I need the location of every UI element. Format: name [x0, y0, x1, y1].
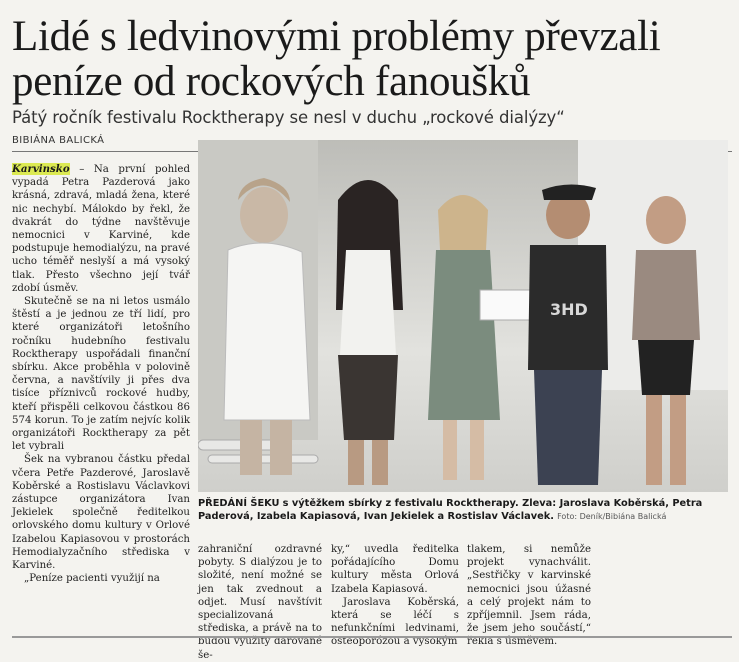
column-2-text: zahraniční ozdravné pobyty. S dialýzou je to složité, není možné se jen tak zvednout a odjet. Musí navštívit specializovaná střediska, a právě na to budou využity darované še- [198, 544, 322, 661]
headline-line-1: Lidé s ledvinovými problémy převzali [12, 13, 661, 60]
column-4-text: tlakem, si nemůže projekt vynachválit. „Sestřičky v karvinské nemocnici jsou úžasné a celý projekt nám to zpříjemnil. Jsem ráda, že jsem jeho součástí,“ řekla s úsměvem. [467, 544, 591, 648]
article-column-4 [467, 543, 591, 649]
paragraph-4: „Peníze pacienti využijí na [24, 573, 160, 585]
bottom-rule [12, 636, 732, 638]
column-3-paragraph-1: ky,“ uvedla ředitelka pořádajícího Domu kultury města Orlová Izabela Kapiasová. [331, 544, 459, 595]
paragraph-1 [12, 163, 190, 295]
article-column-2 [198, 543, 322, 662]
article-photo [198, 140, 728, 492]
photo-illustration [198, 140, 728, 492]
article-column-1 [12, 163, 190, 586]
photo-credit: Foto: Deník/Bibiána Balická [557, 512, 667, 521]
column-3-paragraph-2: Jaroslava Koběrská, která se léčí s nefunkčními ledvinami, osteoporózou a vysokým [331, 596, 459, 648]
article-column-3 [331, 543, 459, 649]
subtitle: Pátý ročník festivalu Rocktherapy se nesl v duchu „rockové dialýzy“ [12, 108, 565, 127]
caption-lead: PŘEDÁNÍ ŠEKU [198, 498, 280, 509]
byline: BIBIÁNA BALICKÁ [12, 135, 105, 146]
paragraph-1-text: – Na první pohled vypadá Petra Pazderová jako krásná, zdravá, mladá žena, které nic nechybí. Málokdo by řekl, že dvakrát do týdne navštěvuje nemocnici v Karviné, kde podstupuje hemodialýzu, na pravé ucho téměř neslyší a má vysoký tlak. Přesto všechno její tvář zdobí úsměv. [12, 164, 190, 294]
shirt-print: 3HD [550, 300, 588, 319]
paragraph-3: Šek na vybranou částku předal včera Petře Pazderové, Jaroslavě Koběrské a Rostislavu Václavkovi zástupce organizátora Ivan Jekielek společně ředitelkou orlovského domu kultury v Orlové Izabelou Kapiasovou v prostorách Hemodialyzačního střediska v Karviné. [12, 454, 190, 572]
paragraph-2: Skutečně se na ni letos usmálo štěstí a je jednou ze tří lidí, pro které organizátoři letošního ročníku hudebního festivalu Rocktherapy uspořádali finanční sbírku. Akce proběhla v polovině června, a navštívily ji přes dva tisíce příznivců rockové hudby, kteří přispěli celkovou částkou 86 574 korun. To je zatím nejvíc kolik organizátoři Rocktherapy za pět let vybrali [12, 296, 190, 453]
caption-text: s výtěžkem sbírky z festivalu Rocktherapy. Zleva: Jaroslava Koběrská, Petra Paderová, Izabela Kapiasová, Ivan Jekielek a Rostislav Václavek. [198, 498, 703, 522]
headline [12, 14, 732, 104]
place-name: Karvinsko [12, 163, 70, 175]
photo-caption [198, 497, 728, 523]
person-2 [336, 180, 403, 485]
headline-line-2: peníze od rockových fanoušků [12, 58, 531, 105]
